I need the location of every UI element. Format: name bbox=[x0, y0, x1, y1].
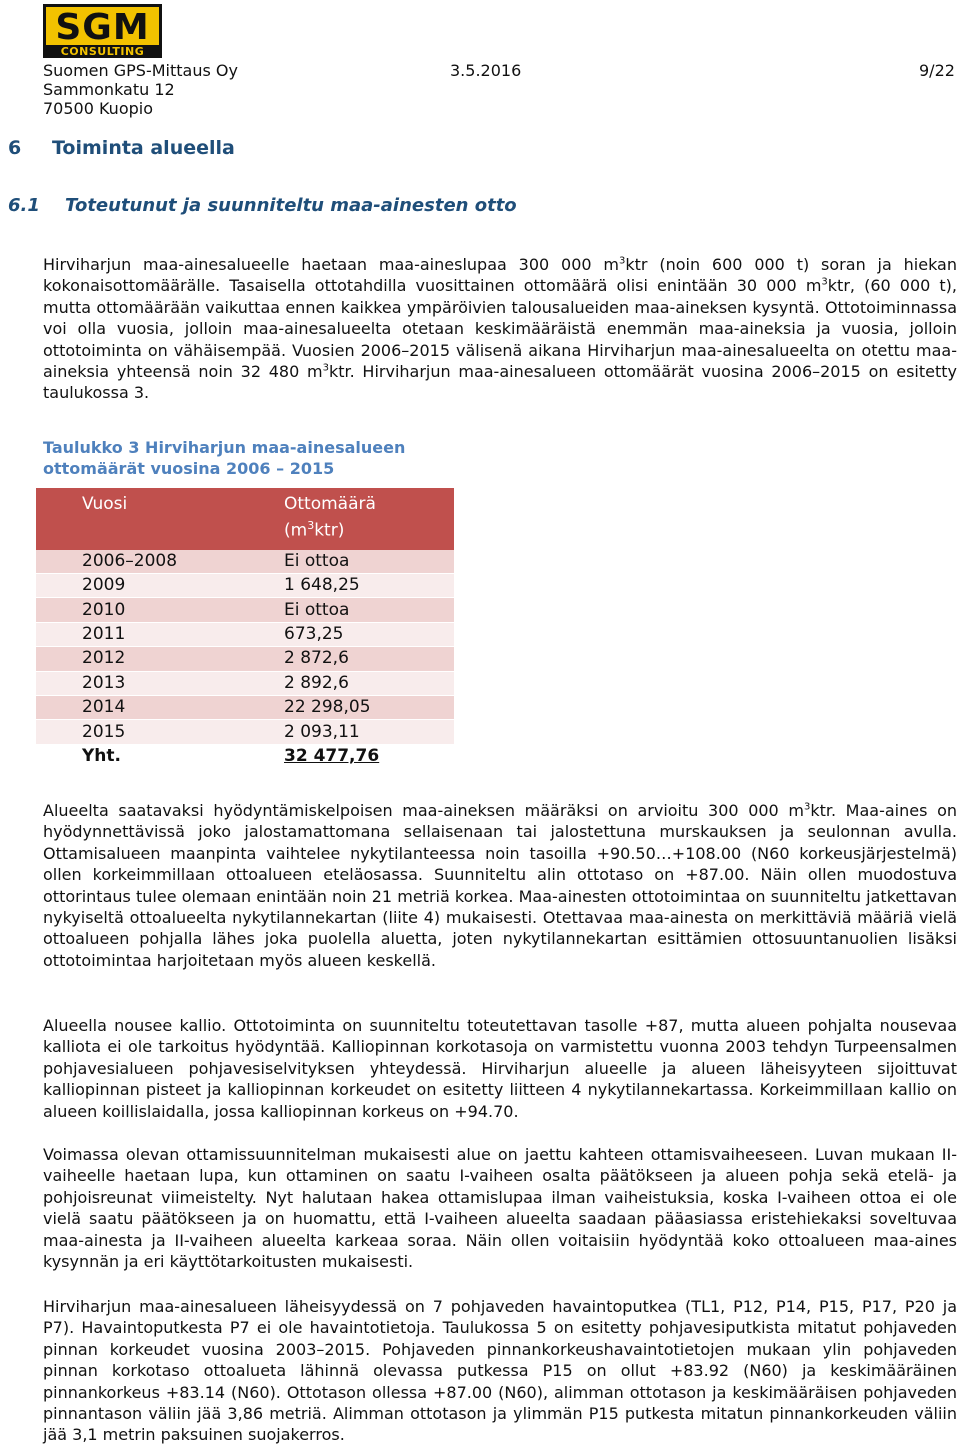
cell-year: 2006–2008 bbox=[36, 550, 274, 574]
cell-year: 2013 bbox=[36, 671, 274, 695]
company-street: Sammonkatu 12 bbox=[43, 80, 175, 99]
paragraph-4: Voimassa olevan ottamissuunnitelman mukaisesti alue on jaettu kahteen ottamisvaiheeseen. Luvan mukaan II-vaiheelle haetaan lupa, kun ottaminen on saatu I-vaiheen osalta päätökseen ja alueen pohja sekä etelä- ja pohjoisreunat viimeistelty. Nyt halutaan hakea ottamislupaa ilman vaiheistuksia, koska I-vaiheen ottoa ei ole vielä saatu päätökseen ja on huomattu, että I-vaiheen alueelta saadaan pääasiassa eristehiekaksi soveltuvaa maa-ainesta ja II-vaiheen alueelta karkeaa soraa. Näin ollen voitaisiin hyödyntää koko ottoalueen maa-aines kysynnän ja eri käyttötarkoitusten mukaisesti. bbox=[43, 1145, 957, 1272]
cell-amount: 1 648,25 bbox=[274, 574, 454, 598]
total-label: Yht. bbox=[36, 744, 274, 768]
cell-amount: Ei ottoa bbox=[274, 598, 454, 622]
table-row bbox=[36, 696, 454, 720]
section-number: 6 bbox=[8, 137, 22, 159]
total-amount: 32 477,76 bbox=[274, 744, 454, 768]
header-amount: Ottomäärä $(m^3ktr)$ bbox=[274, 489, 454, 550]
company-city: 70500 Kuopio bbox=[43, 99, 153, 118]
page-number: 9/22 bbox=[919, 61, 955, 80]
cell-amount: 2 892,6 bbox=[274, 671, 454, 695]
caption-text: Hirviharjun maa-ainesalueen ottomäärät vuosina 2006 – 2015 bbox=[43, 438, 406, 478]
cell-year: 2014 bbox=[36, 696, 274, 720]
cell-amount: 2 093,11 bbox=[274, 720, 454, 744]
table-caption bbox=[43, 437, 483, 479]
logo-subtext: CONSULTING bbox=[60, 45, 145, 58]
table-row bbox=[36, 598, 454, 622]
cell-year: 2015 bbox=[36, 720, 274, 744]
subsection-title: Toteutunut ja suunniteltu maa-ainesten otto bbox=[65, 195, 517, 216]
table-total-row bbox=[36, 744, 454, 768]
table-row bbox=[36, 550, 454, 574]
cell-year: 2010 bbox=[36, 598, 274, 622]
header-year: Vuosi bbox=[36, 489, 274, 550]
logo-text: SGM bbox=[55, 7, 150, 48]
cell-year: 2011 bbox=[36, 622, 274, 646]
company-name: Suomen GPS-Mittaus Oy bbox=[43, 61, 238, 80]
cell-amount: 22 298,05 bbox=[274, 696, 454, 720]
cell-amount: 2 872,6 bbox=[274, 647, 454, 671]
caption-label: Taulukko 3 bbox=[43, 438, 140, 457]
cell-year: 2009 bbox=[36, 574, 274, 598]
table-header-row bbox=[36, 489, 454, 550]
paragraph-2: Alueelta saatavaksi hyödyntämiskelpoisen maa-aineksen määräksi on arvioitu 300 000 $m^3ktr$. Maa-aines on hyödynnettävissä joko jalostamattomana sellaisenaan tai jalostettuna murskauksen ja seulonnan avulla. Ottamisalueen maanpinta vaihtelee nykytilanteessa noin tasoilla +90.50…+108.00 (N60 korkeusjärjestelmä) ollen korkeimmillaan ottoalueen eteläosassa. Suunniteltu alin ottotaso on +87.00. Näin ollen muodostuva ottorintaus tulee olemaan enintään noin 21 metriä korkea. Maa-ainesten ottotoimintaa on suunniteltu jatkettavan nykyiseltä ottoalueelta nykytilannekartan (liite 4) mukaisesti. Otettavaa maa-ainesta on merkittäviä määriä vielä ottoalueen pohjalla lähes joka puolella aluetta, joten nykytilannekartan esittämien ottosuuntanuolien lisäksi ottotoimintaa harjoitetaan myös alueen keskellä. bbox=[43, 801, 957, 970]
document-date: 3.5.2016 bbox=[450, 61, 522, 80]
section-title: Toiminta alueella bbox=[52, 137, 235, 159]
paragraph-5: Hirviharjun maa-ainesalueen läheisyydessä on 7 pohjaveden havaintoputkea (TL1, P12, P14, P15, P17, P20 ja P7). Havaintoputkesta P7 ei ole havaintotietoja. Taulukossa 5 on esitetty pohjavesiputkista mitatut pohjaveden pinnan korkeudet vuosina 2003–2015. Pohjaveden pinnankorkeushavaintotietojen mukaan ylin pohjaveden pinnan korkotaso ottoalueta lähinnä olevassa putkessa P15 on ollut +83.92 (N60) ja keskimääräinen pinnankorkeus +83.14 (N60). Ottotason ollessa +87.00 (N60), alimman ottotason ja keskimääräisen pohjaveden pinnantason väliin jää 3,86 metriä. Alimman ottotason ja ylimmän P15 putkesta mitatun pinnankorkeuden väliin jää 3,1 metrin paksuinen suojakerros. bbox=[43, 1297, 957, 1445]
table-row bbox=[36, 671, 454, 695]
paragraph-1: Hirviharjun maa-ainesalueelle haetaan maa-aineslupaa 300 000 $m^3ktr$ (noin 600 000 t) soran ja hiekan kokonaisottomäärälle. Tasaisella ottotahdilla vuosittainen ottomäärä olisi enintään 30 000 $m^3ktr$, (60 000 t), mutta ottomäärään vaikuttaa ennen kaikkea ympäröivien talousalueiden maa-aineksen kysyntä. Ottotoiminnassa voi olla vuosia, jolloin maa-ainesalueelta otetaan keskimääräistä enemmän maa-aineksia ja vuosia, jolloin ottotoiminta on vähäisempää. Vuosien 2006–2015 välisenä aikana Hirviharjun maa-ainesalueelta on otettu maa-aineksia yhteensä noin 32 480 $m^3ktr$. Hirviharjun maa-ainesalueen ottomäärät vuosina 2006–2015 on esitetty taulukossa 3. bbox=[43, 255, 958, 403]
extraction-table bbox=[36, 488, 454, 769]
section-heading bbox=[8, 137, 235, 159]
table-row bbox=[36, 574, 454, 598]
cell-amount: Ei ottoa bbox=[274, 550, 454, 574]
cell-year: 2012 bbox=[36, 647, 274, 671]
table-row bbox=[36, 622, 454, 646]
paragraph-3: Alueella nousee kallio. Ottotoiminta on suunniteltu toteutettavan tasolle +87, mutta alueen pohjalta nousevaa kalliota ei ole tarkoitus hyödyntää. Kalliopinnan korkotasoja on varmistettu vuonna 2003 tehdyn Turpeensalmen pohjavesialueen pohjavesiselvityksen yhteydessä. Hirviharjun alueelle ja alueen läheisyyteen sijoittuvat kalliopinnan pisteet ja kalliopinnan korkeudet on esitetty liitteen 4 nykytilannekartassa. Korkeimmillaan kallio on alueen koillislaidalla, jossa kalliopinnan korkeus on +94.70. bbox=[43, 1016, 957, 1121]
subsection-heading bbox=[8, 195, 517, 216]
cell-amount: 673,25 bbox=[274, 622, 454, 646]
company-logo bbox=[43, 4, 162, 58]
table-row bbox=[36, 647, 454, 671]
subsection-number: 6.1 bbox=[8, 195, 40, 216]
table-row bbox=[36, 720, 454, 744]
